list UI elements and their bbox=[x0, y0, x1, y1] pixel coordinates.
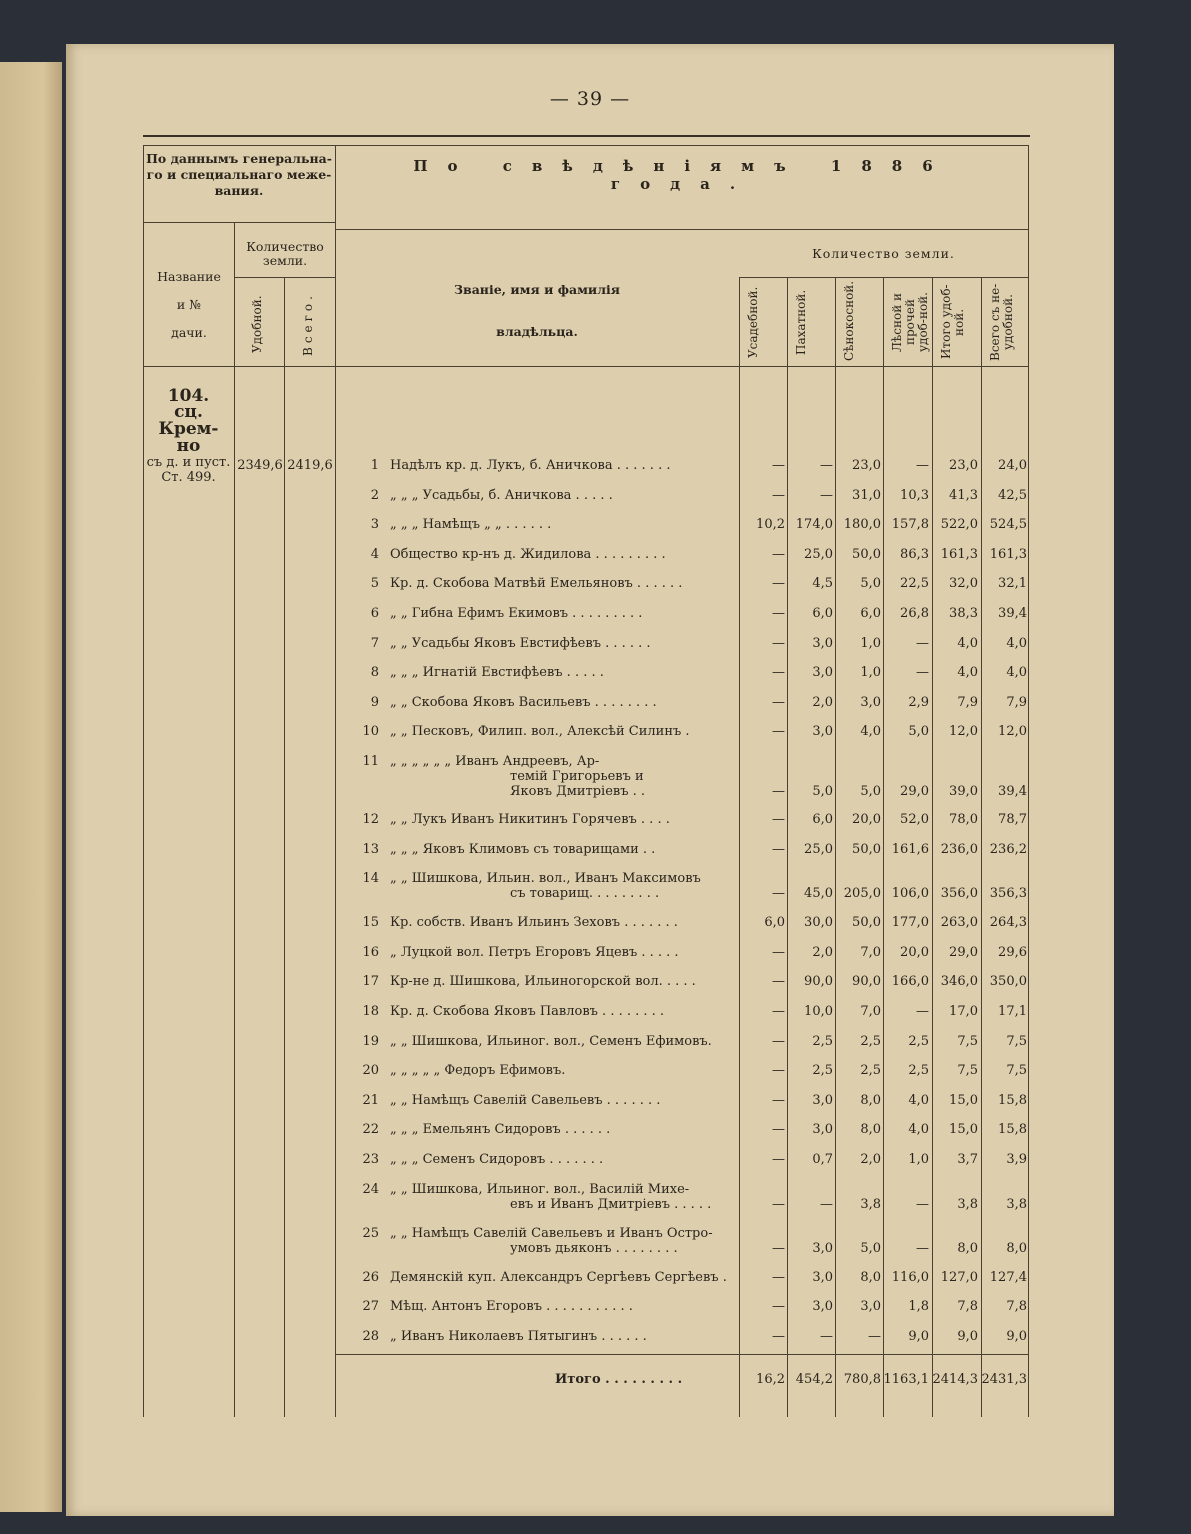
total-arable: 454,2 bbox=[795, 1372, 833, 1387]
value-homestead: — bbox=[772, 1299, 785, 1315]
owner-name: „ „ „ „ „ Федоръ Ефимовъ. bbox=[390, 1063, 566, 1079]
value-homestead: — bbox=[772, 665, 785, 681]
page-number: — 39 — bbox=[549, 88, 631, 110]
value-grand-total: 12,0 bbox=[998, 724, 1027, 740]
value-usable-sum: 17,0 bbox=[949, 1004, 978, 1019]
total-forest: 1163,1 bbox=[883, 1372, 929, 1387]
row-number: 10 bbox=[362, 724, 379, 740]
value-hayfield: 1,0 bbox=[860, 635, 881, 651]
value-usable-sum: 41,3 bbox=[949, 487, 978, 503]
row-number: 2 bbox=[370, 487, 379, 503]
row-number: 13 bbox=[362, 841, 379, 857]
value-grand-total: 161,3 bbox=[989, 546, 1027, 562]
value-usable-sum: 78,0 bbox=[949, 812, 978, 827]
col-header-hayfield: Сѣнокосной. bbox=[842, 280, 856, 361]
value-grand-total: 350,0 bbox=[989, 974, 1027, 990]
value-arable: 6,0 bbox=[812, 606, 833, 621]
value-forest: 2,9 bbox=[908, 694, 929, 710]
value-forest: 22,5 bbox=[900, 576, 929, 592]
owner-name: „ „ „ Емельянъ Сидоровъ . . . . . . bbox=[390, 1122, 611, 1138]
value-hayfield: 4,0 bbox=[860, 724, 881, 740]
value-usable-sum: 39,0 bbox=[949, 784, 978, 799]
value-grand-total: 78,7 bbox=[998, 812, 1027, 827]
value-homestead: — bbox=[772, 1122, 785, 1138]
value-grand-total: 9,0 bbox=[1006, 1328, 1027, 1344]
value-homestead: — bbox=[772, 1152, 785, 1167]
row-number: 20 bbox=[362, 1063, 379, 1079]
value-arable: — bbox=[820, 1196, 833, 1212]
total-homestead: 16,2 bbox=[756, 1372, 785, 1387]
row-number: 3 bbox=[370, 517, 379, 533]
value-forest: 4,0 bbox=[908, 1122, 929, 1138]
col-header-forest: Лѣсной и прочей удоб-ной. bbox=[890, 292, 930, 352]
value-arable: 3,0 bbox=[812, 1122, 833, 1138]
total-grand-total: 2431,3 bbox=[981, 1372, 1027, 1387]
value-forest: — bbox=[916, 458, 929, 473]
value-hayfield: 31,0 bbox=[852, 487, 881, 503]
value-usable-sum: 7,5 bbox=[957, 1033, 978, 1049]
value-forest: 4,0 bbox=[908, 1092, 929, 1108]
value-grand-total: 264,3 bbox=[989, 915, 1027, 931]
estate-total: 2419,6 bbox=[287, 458, 333, 473]
value-homestead: — bbox=[772, 635, 785, 651]
value-hayfield: 8,0 bbox=[860, 1269, 881, 1285]
row-number: 8 bbox=[370, 665, 379, 681]
owner-name: „ „ Шишкова, Ильин. вол., Иванъ Максимовъ съ товарищ. . . . . . . . . bbox=[390, 871, 701, 902]
estate-name-header: Название и № дачи. bbox=[157, 269, 221, 340]
value-hayfield: 3,0 bbox=[860, 1299, 881, 1315]
value-arable: 3,0 bbox=[812, 1092, 833, 1108]
survey-header: По даннымъ генеральна- го и специальнаго меже- вания. bbox=[146, 151, 332, 198]
value-hayfield: 5,0 bbox=[860, 1240, 881, 1256]
value-homestead: — bbox=[772, 487, 785, 503]
value-usable-sum: 4,0 bbox=[957, 665, 978, 681]
value-homestead: 10,2 bbox=[756, 517, 785, 533]
value-homestead: — bbox=[772, 1196, 785, 1212]
value-grand-total: 8,0 bbox=[1006, 1240, 1027, 1256]
value-arable: — bbox=[820, 1328, 833, 1344]
value-arable: 174,0 bbox=[795, 517, 833, 533]
value-homestead: — bbox=[772, 784, 785, 799]
value-arable: 5,0 bbox=[812, 784, 833, 799]
owner-name: „ „ Песковъ, Филип. вол., Алексѣй Силинъ . bbox=[390, 724, 690, 740]
value-usable-sum: 29,0 bbox=[949, 944, 978, 960]
owner-name: „ „ „ Семенъ Сидоровъ . . . . . . . bbox=[390, 1152, 604, 1167]
value-usable-sum: 23,0 bbox=[949, 458, 978, 473]
value-hayfield: 1,0 bbox=[860, 665, 881, 681]
row-number: 1 bbox=[370, 458, 379, 473]
usable-header: Удобной. bbox=[250, 295, 264, 353]
row-number: 22 bbox=[362, 1122, 379, 1138]
value-arable: 3,0 bbox=[812, 724, 833, 740]
value-grand-total: 32,1 bbox=[998, 576, 1027, 592]
value-hayfield: 8,0 bbox=[860, 1122, 881, 1138]
value-forest: — bbox=[916, 1004, 929, 1019]
value-hayfield: 2,5 bbox=[860, 1063, 881, 1079]
owner-name: Общество кр-нъ д. Жидилова . . . . . . . . . bbox=[390, 546, 666, 562]
banner-1886: По свѣдѣніямъ 1886 года. bbox=[413, 157, 953, 193]
owner-name: „ „ „ Игнатій Евстифѣевъ . . . . . bbox=[390, 665, 604, 681]
row-number: 26 bbox=[362, 1269, 379, 1285]
value-arable: 25,0 bbox=[804, 546, 833, 562]
value-forest: 161,6 bbox=[891, 841, 929, 857]
value-grand-total: 127,4 bbox=[989, 1269, 1027, 1285]
col-header-homestead: Усадебной. bbox=[746, 286, 760, 358]
value-forest: 177,0 bbox=[891, 915, 929, 931]
row-number: 12 bbox=[362, 812, 379, 827]
owner-name: „ Иванъ Николаевъ Пятыгинъ . . . . . . bbox=[390, 1328, 647, 1344]
value-grand-total: 39,4 bbox=[998, 784, 1027, 799]
value-arable: 4,5 bbox=[812, 576, 833, 592]
value-hayfield: 7,0 bbox=[860, 944, 881, 960]
value-arable: 6,0 bbox=[812, 812, 833, 827]
row-number: 28 bbox=[362, 1328, 379, 1344]
value-grand-total: 524,5 bbox=[989, 517, 1027, 533]
value-homestead: — bbox=[772, 944, 785, 960]
owner-name: „ „ „ Усадьбы, б. Аничкова . . . . . bbox=[390, 487, 613, 503]
owner-name: „ „ Лукъ Иванъ Никитинъ Горячевъ . . . . bbox=[390, 812, 670, 827]
value-arable: 45,0 bbox=[804, 886, 833, 902]
total-usable-sum: 2414,3 bbox=[932, 1372, 978, 1387]
value-grand-total: 39,4 bbox=[998, 606, 1027, 621]
value-arable: 3,0 bbox=[812, 1269, 833, 1285]
value-arable: 90,0 bbox=[804, 974, 833, 990]
value-homestead: — bbox=[772, 1328, 785, 1344]
value-hayfield: 50,0 bbox=[852, 841, 881, 857]
col-header-arable: Пахатной. bbox=[794, 289, 808, 355]
row-number: 17 bbox=[362, 974, 379, 990]
value-usable-sum: 32,0 bbox=[949, 576, 978, 592]
value-usable-sum: 346,0 bbox=[940, 974, 978, 990]
value-hayfield: 5,0 bbox=[860, 784, 881, 799]
value-homestead: — bbox=[772, 1004, 785, 1019]
owner-header: Званіе, имя и фамилія владѣльца. bbox=[454, 282, 620, 339]
owner-name: „ „ Усадьбы Яковъ Евстифѣевъ . . . . . . bbox=[390, 635, 651, 651]
value-homestead: — bbox=[772, 974, 785, 990]
value-hayfield: 205,0 bbox=[843, 886, 881, 902]
total-hayfield: 780,8 bbox=[843, 1372, 881, 1387]
value-arable: 25,0 bbox=[804, 841, 833, 857]
value-grand-total: 4,0 bbox=[1006, 635, 1027, 651]
value-forest: 20,0 bbox=[900, 944, 929, 960]
value-homestead: — bbox=[772, 1063, 785, 1079]
row-number: 11 bbox=[362, 754, 379, 769]
value-arable: 30,0 bbox=[804, 915, 833, 931]
value-usable-sum: 127,0 bbox=[940, 1269, 978, 1285]
value-hayfield: 50,0 bbox=[852, 546, 881, 562]
value-forest: — bbox=[916, 635, 929, 651]
value-forest: 166,0 bbox=[891, 974, 929, 990]
value-usable-sum: 7,8 bbox=[957, 1299, 978, 1315]
value-forest: 116,0 bbox=[891, 1269, 929, 1285]
estate-usable: 2349,6 bbox=[237, 458, 283, 473]
value-usable-sum: 12,0 bbox=[949, 724, 978, 740]
value-grand-total: 3,8 bbox=[1006, 1196, 1027, 1212]
value-hayfield: 8,0 bbox=[860, 1092, 881, 1108]
owner-name: „ „ Гибна Ефимъ Екимовъ . . . . . . . . . bbox=[390, 606, 643, 621]
value-usable-sum: 7,5 bbox=[957, 1063, 978, 1079]
row-number: 14 bbox=[362, 871, 379, 887]
value-grand-total: 356,3 bbox=[989, 886, 1027, 902]
value-homestead: — bbox=[772, 886, 785, 902]
value-grand-total: 24,0 bbox=[998, 458, 1027, 473]
col-header-grand-total: Всего съ не-удобной. bbox=[988, 283, 1015, 361]
value-usable-sum: 15,0 bbox=[949, 1092, 978, 1108]
owner-name: Мѣщ. Антонъ Егоровъ . . . . . . . . . . . bbox=[390, 1299, 633, 1315]
owner-name: „ „ Скобова Яковъ Васильевъ . . . . . . . . bbox=[390, 694, 657, 710]
row-number: 27 bbox=[362, 1299, 379, 1315]
row-number: 18 bbox=[362, 1004, 379, 1019]
value-arable: 3,0 bbox=[812, 635, 833, 651]
row-number: 7 bbox=[370, 635, 379, 651]
value-arable: 2,0 bbox=[812, 694, 833, 710]
value-forest: 52,0 bbox=[900, 812, 929, 827]
value-arable: 2,5 bbox=[812, 1063, 833, 1079]
value-usable-sum: 3,7 bbox=[957, 1152, 978, 1167]
value-usable-sum: 522,0 bbox=[940, 517, 978, 533]
value-forest: — bbox=[916, 1196, 929, 1212]
estate-label: 104. сц. Крем- но съ д. и пуст. Ст. 499. bbox=[146, 386, 231, 485]
book-page bbox=[66, 44, 1114, 1516]
value-forest: 86,3 bbox=[900, 546, 929, 562]
row-number: 16 bbox=[362, 944, 379, 960]
value-homestead: — bbox=[772, 694, 785, 710]
value-homestead: — bbox=[772, 576, 785, 592]
totals-label: Итого . . . . . . . . . bbox=[555, 1372, 683, 1387]
row-number: 15 bbox=[362, 915, 379, 931]
value-usable-sum: 38,3 bbox=[949, 606, 978, 621]
value-homestead: — bbox=[772, 1033, 785, 1049]
owner-name: „ „ „ Намѣщъ „ „ . . . . . . bbox=[390, 517, 552, 533]
value-forest: 5,0 bbox=[908, 724, 929, 740]
value-grand-total: 4,0 bbox=[1006, 665, 1027, 681]
value-grand-total: 3,9 bbox=[1006, 1152, 1027, 1167]
value-forest: 157,8 bbox=[891, 517, 929, 533]
value-homestead: — bbox=[772, 724, 785, 740]
land-table bbox=[143, 135, 1030, 1417]
value-hayfield: 90,0 bbox=[852, 974, 881, 990]
value-arable: 10,0 bbox=[804, 1004, 833, 1019]
value-usable-sum: 9,0 bbox=[957, 1328, 978, 1344]
row-number: 21 bbox=[362, 1092, 379, 1108]
owner-name: „ „ Намѣщъ Савелій Савельевъ . . . . . . . bbox=[390, 1092, 661, 1108]
value-hayfield: 2,0 bbox=[860, 1152, 881, 1167]
value-hayfield: 7,0 bbox=[860, 1004, 881, 1019]
owner-name: Надѣлъ кр. д. Лукъ, б. Аничкова . . . . . . . bbox=[390, 458, 671, 473]
value-grand-total: 7,5 bbox=[1006, 1063, 1027, 1079]
value-homestead: — bbox=[772, 1092, 785, 1108]
land-qty-header: Количество земли. bbox=[246, 239, 324, 268]
value-arable: — bbox=[820, 487, 833, 503]
owner-name: Кр. д. Скобова Яковъ Павловъ . . . . . . . . bbox=[390, 1004, 665, 1019]
value-grand-total: 7,8 bbox=[1006, 1299, 1027, 1315]
left-page-edge bbox=[0, 62, 62, 1512]
value-hayfield: 5,0 bbox=[860, 576, 881, 592]
owner-name: Кр. д. Скобова Матвѣй Емельяновъ . . . . . . bbox=[390, 576, 683, 592]
value-hayfield: 180,0 bbox=[843, 517, 881, 533]
value-usable-sum: 15,0 bbox=[949, 1122, 978, 1138]
value-arable: 0,7 bbox=[812, 1152, 833, 1167]
value-usable-sum: 236,0 bbox=[940, 841, 978, 857]
value-usable-sum: 356,0 bbox=[940, 886, 978, 902]
value-hayfield: 50,0 bbox=[852, 915, 881, 931]
value-forest: 2,5 bbox=[908, 1033, 929, 1049]
value-hayfield: 3,0 bbox=[860, 694, 881, 710]
owner-name: „ „ Шишкова, Ильиног. вол., Семенъ Ефимовъ. bbox=[390, 1033, 712, 1049]
value-usable-sum: 263,0 bbox=[940, 915, 978, 931]
value-hayfield: 3,8 bbox=[860, 1196, 881, 1212]
row-number: 5 bbox=[370, 576, 379, 592]
owner-name: „ „ „ Яковъ Климовъ съ товарищами . . bbox=[390, 841, 656, 857]
value-homestead: — bbox=[772, 546, 785, 562]
value-grand-total: 7,5 bbox=[1006, 1033, 1027, 1049]
value-arable: 2,5 bbox=[812, 1033, 833, 1049]
value-homestead: — bbox=[772, 812, 785, 827]
total-header: Всего. bbox=[301, 292, 315, 356]
value-homestead: 6,0 bbox=[764, 915, 785, 931]
value-homestead: — bbox=[772, 1269, 785, 1285]
value-grand-total: 42,5 bbox=[998, 487, 1027, 503]
value-homestead: — bbox=[772, 606, 785, 621]
value-grand-total: 17,1 bbox=[998, 1004, 1027, 1019]
owner-name: Демянскій куп. Александръ Сергѣевъ Сергѣевъ . bbox=[390, 1269, 727, 1285]
value-homestead: — bbox=[772, 458, 785, 473]
value-forest: 10,3 bbox=[900, 487, 929, 503]
value-forest: 1,8 bbox=[908, 1299, 929, 1315]
value-forest: 2,5 bbox=[908, 1063, 929, 1079]
col-header-usable-sum: Итого удоб-ной. bbox=[939, 284, 966, 360]
value-homestead: — bbox=[772, 1240, 785, 1256]
value-usable-sum: 161,3 bbox=[940, 546, 978, 562]
value-arable: 2,0 bbox=[812, 944, 833, 960]
row-number: 24 bbox=[362, 1181, 379, 1197]
owner-name: „ Луцкой вол. Петръ Егоровъ Яцевъ . . . . . bbox=[390, 944, 679, 960]
value-homestead: — bbox=[772, 841, 785, 857]
owner-name: „ „ Намѣщъ Савелій Савельевъ и Иванъ Остро- умовъ дьяконъ . . . . . . . . bbox=[390, 1225, 713, 1256]
value-usable-sum: 4,0 bbox=[957, 635, 978, 651]
owner-name: Кр-не д. Шишкова, Ильиногорской вол. . . . . bbox=[390, 974, 696, 990]
value-arable: 3,0 bbox=[812, 1299, 833, 1315]
value-hayfield: 2,5 bbox=[860, 1033, 881, 1049]
value-arable: — bbox=[820, 458, 833, 473]
value-forest: — bbox=[916, 1240, 929, 1256]
value-arable: 3,0 bbox=[812, 665, 833, 681]
row-number: 9 bbox=[370, 694, 379, 710]
row-number: 23 bbox=[362, 1152, 379, 1167]
value-forest: 1,0 bbox=[908, 1152, 929, 1167]
row-number: 4 bbox=[370, 546, 379, 562]
row-number: 19 bbox=[362, 1033, 379, 1049]
value-hayfield: 23,0 bbox=[852, 458, 881, 473]
value-forest: — bbox=[916, 665, 929, 681]
value-grand-total: 15,8 bbox=[998, 1092, 1027, 1108]
owner-name: „ „ „ „ „ „ Иванъ Андреевъ, Ар- темій Григорьевъ и Яковъ Дмитріевъ . . bbox=[390, 754, 646, 799]
value-hayfield: 6,0 bbox=[860, 606, 881, 621]
row-number: 25 bbox=[362, 1225, 379, 1241]
value-forest: 106,0 bbox=[891, 886, 929, 902]
value-forest: 29,0 bbox=[900, 784, 929, 799]
value-grand-total: 29,6 bbox=[998, 944, 1027, 960]
row-number: 6 bbox=[370, 606, 379, 621]
land-qty-1886-header: Количество земли. bbox=[812, 246, 955, 261]
value-hayfield: — bbox=[868, 1328, 881, 1344]
owner-name: Кр. собств. Иванъ Ильинъ Зеховъ . . . . . . . bbox=[390, 915, 678, 931]
owner-name: „ „ Шишкова, Ильиног. вол., Василій Михе- евъ и Иванъ Дмитріевъ . . . . . bbox=[390, 1181, 712, 1212]
value-forest: 9,0 bbox=[908, 1328, 929, 1344]
value-usable-sum: 3,8 bbox=[957, 1196, 978, 1212]
value-hayfield: 20,0 bbox=[852, 812, 881, 827]
value-arable: 3,0 bbox=[812, 1240, 833, 1256]
value-usable-sum: 7,9 bbox=[957, 694, 978, 710]
value-forest: 26,8 bbox=[900, 606, 929, 621]
value-grand-total: 7,9 bbox=[1006, 694, 1027, 710]
value-grand-total: 236,2 bbox=[989, 841, 1027, 857]
value-grand-total: 15,8 bbox=[998, 1122, 1027, 1138]
value-usable-sum: 8,0 bbox=[957, 1240, 978, 1256]
